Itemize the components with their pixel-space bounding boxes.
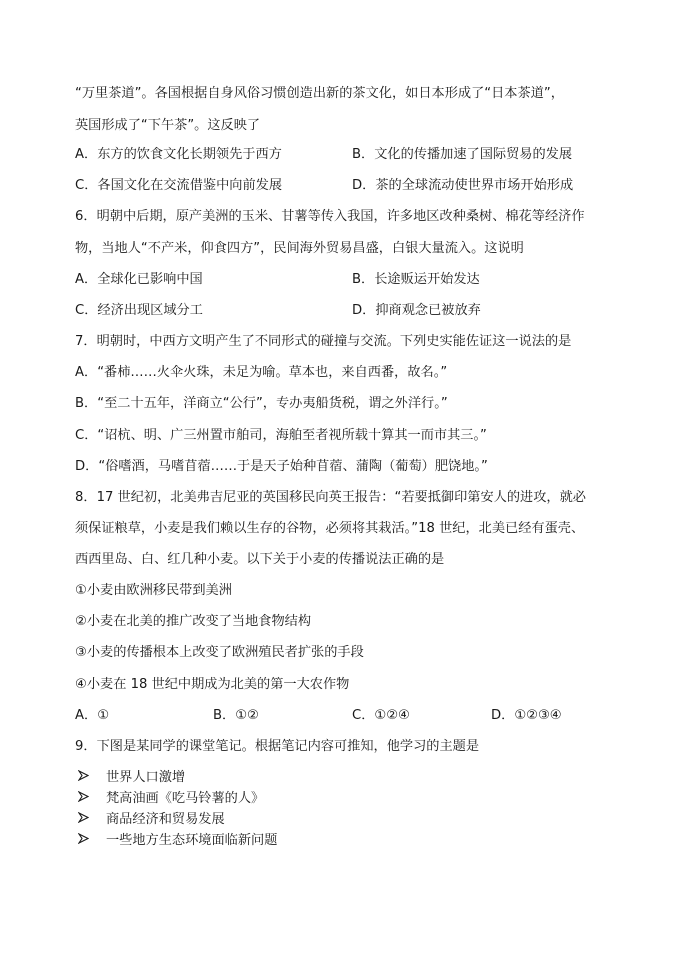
arrowhead-bullet-icon	[78, 832, 92, 850]
q6-option-d: D．抑商观念已被放弃	[352, 303, 481, 318]
q8-statement-1: ①小麦由欧洲移民带到美洲	[75, 583, 232, 598]
q8-statement-4: ④小麦在 18 世纪中期成为北美的第一大农作物	[75, 677, 350, 692]
q9-note-text: 商品经济和贸易发展	[106, 812, 225, 827]
arrowhead-bullet-icon	[78, 769, 92, 787]
q6-stem-line-2: 物，当地人“不产米，仰食四方”，民间海外贸易昌盛，白银大量流入。这说明	[75, 241, 524, 256]
q5-option-b: B．文化的传播加速了国际贸易的发展	[352, 147, 573, 162]
q5-option-c: C．各国文化在交流借鉴中向前发展	[75, 178, 283, 193]
q9-note-item	[78, 832, 277, 850]
q8-statement-2: ②小麦在北美的推广改变了当地食物结构	[75, 614, 312, 629]
q9-note-item	[78, 769, 185, 787]
q9-note-text: 梵高油画《吃马铃薯的人》	[106, 791, 265, 806]
arrowhead-bullet-icon	[78, 811, 92, 829]
q8-statement-3: ③小麦的传播根本上改变了欧洲殖民者扩张的手段	[75, 645, 364, 660]
q7-option-c: C．“诏杭、明、广三州置市舶司，海舶至者视所载十算其一而市其三。”	[75, 428, 487, 443]
q8-option-b: B．①②	[213, 708, 259, 723]
q9-stem: 9．下图是某同学的课堂笔记。根据笔记内容可推知，他学习的主题是	[75, 739, 480, 754]
q8-option-a: A．①	[75, 708, 110, 723]
q9-note-item	[78, 811, 225, 829]
q6-option-a: A．全球化已影响中国	[75, 272, 203, 287]
q6-option-c: C．经济出现区域分工	[75, 303, 203, 318]
q7-option-b: B．“至二十五年，洋商立“公行”，专办夷船货税，谓之外洋行。”	[75, 396, 448, 411]
q7-option-d: D．“俗嗜酒，马嗜苜蓿……于是天子始种苜蓿、蒲陶（葡萄）肥饶地。”	[75, 459, 488, 474]
q8-stem-line-2: 须保证粮草，小麦是我们赖以生存的谷物，必须将其栽活。”18 世纪，北美已经有蛋壳、	[75, 521, 585, 536]
q7-option-a: A．“番柿……火伞火珠，未足为喻。草本也，来自西番，故名。”	[75, 365, 448, 380]
q9-note-text: 一些地方生态环境面临新问题	[106, 833, 278, 848]
q8-option-d: D．①②③④	[491, 708, 562, 723]
arrowhead-bullet-icon	[78, 790, 92, 808]
q8-stem-line-3: 西西里岛、白、红几种小麦。以下关于小麦的传播说法正确的是	[75, 552, 445, 567]
q4-stem-line-2: 英国形成了“下午茶”。这反映了	[75, 118, 261, 133]
q7-stem: 7．明朝时，中西方文明产生了不同形式的碰撞与交流。下列史实能佐证这一说法的是	[75, 334, 572, 349]
q9-note-text: 世界人口激增	[106, 770, 186, 785]
q6-option-b: B．长途贩运开始发达	[352, 272, 480, 287]
q4-stem-line-1: “万里茶道”。各国根据自身风俗习惯创造出新的茶文化，如日本形成了“日本茶道”，	[75, 86, 564, 101]
q8-option-c: C．①②④	[352, 708, 410, 723]
q5-option-a: A．东方的饮食文化长期领先于西方	[75, 147, 282, 162]
q5-option-d: D．茶的全球流动使世界市场开始形成	[352, 178, 574, 193]
q6-stem-line-1: 6．明朝中后期，原产美洲的玉米、甘薯等传入我国，许多地区改种桑树、棉花等经济作	[75, 209, 585, 224]
q9-note-item	[78, 790, 264, 808]
q8-stem-line-1: 8．17 世纪初，北美弗吉尼亚的英国移民向英王报告：“若要抵御印第安人的进攻，就必	[75, 490, 586, 505]
